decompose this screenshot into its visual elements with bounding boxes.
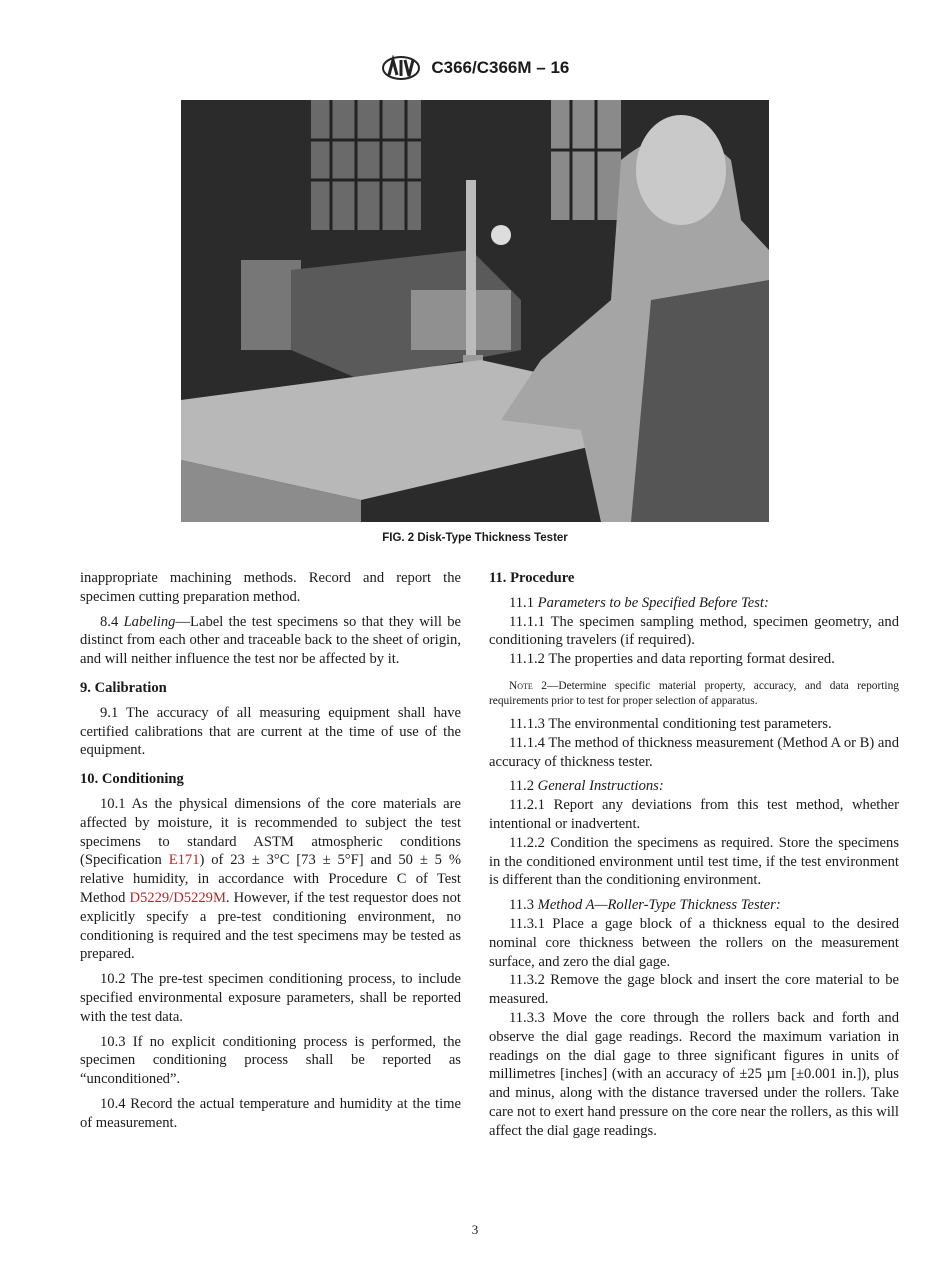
page-number: 3 [471,1222,479,1237]
figure-photo [181,100,769,522]
section-number: 11.1 [509,594,534,611]
paragraph-11-3-2: 11.3.2 Remove the gage block and insert the core material to be measured. [489,972,899,1008]
section-title: Method A—Roller-Type Thickness Tester: [537,897,781,914]
paragraph-11-3 [489,896,899,915]
paragraph: inappropriate machining methods. Record and report the specimen cutting preparation method. [80,570,461,605]
paragraph-11-2-2: 11.2.2 Condition the specimens as required. Store the specimens in the conditioned environment until test time, if the test environment is different than the conditioning environment. [489,834,899,889]
link-d5229[interactable]: D5229/D5229M [129,889,226,906]
paragraph-11-1-3: 11.1.3 The environmental conditioning test parameters. [509,715,832,732]
paragraph-9-1: 9.1 The accuracy of all measuring equipment shall have certified calibrations that are current at the time of use of the equipment. [80,704,461,759]
paragraph-text: 10.1 As the physical dimensions of the core materials are affected by moisture, it is recommended to subject the test specimens to standard ASTM atmospheric conditions (Specification [80,795,461,869]
paragraph-text: —Label the test specimens so that they will be distinct from each other and traceable back to the sheet of origin, and will neither influence the test nor be affected by it. [80,613,461,668]
heading-conditioning: 10. Conditioning [80,771,184,788]
section-number: 11.2 [509,778,534,795]
paragraph-11-1 [489,594,899,613]
paragraph-11-2-1: 11.2.1 Report any deviations from this test method, whether intentional or inadvertent. [489,797,899,832]
section-title: General Instructions: [537,778,664,795]
paragraph-10-4: 10.4 Record the actual temperature and humidity at the time of measurement. [80,1095,461,1131]
paragraph-8-4 [80,613,461,669]
left-column [80,569,461,1139]
paragraph-text: . However, if the test requestor does not explicitly specify a pre-test conditioning environment, no conditioning is required and the test specimens may be tested as prepared. [80,889,461,963]
paragraph-10-3: 10.3 If no explicit conditioning process is performed, the specimen conditioning process shall be reported as “unconditioned”. [80,1033,461,1088]
paragraph-10-2: 10.2 The pre-test specimen conditioning process, to include specified environmental exposure parameters, shall be reported with the test data. [80,971,461,1025]
note-2 [489,679,899,709]
document-designation: C366/C366M – 16 [431,58,570,77]
paragraph-11-3-1: 11.3.1 Place a gage block of a thickness equal to the desired nominal core thickness between the rollers on the measurement surface, and zero the dial gage. [489,915,899,970]
link-e171[interactable]: E171 [168,852,200,869]
note-text: —Determine specific material property, accuracy, and data reporting requirements prior to test for proper selection of apparatus. [489,679,899,707]
page-header [0,55,950,81]
paragraph-11-1-2: 11.1.2 The properties and data reporting format desired. [509,651,835,668]
heading-procedure: 11. Procedure [489,570,575,586]
section-number: 11.3 [509,897,534,914]
paragraph-11-1-1: 11.1.1 The specimen sampling method, specimen geometry, and conditioning travelers (if required). [489,613,899,649]
figure-caption: FIG. 2 Disk-Type Thickness Tester [382,532,568,544]
paragraph-11-3-3: 11.3.3 Move the core through the rollers back and forth and observe the dial gage readings. Record the maximum variation in readings on the dial gage to three significant figures in units of millimetres [inches] (with an accuracy of ±25 µm [±0.001 in.]), plus and minus, along with the distance traversed under the rollers. Take care not to exert hand pressure on the core near the rollers, as this will affect the dial gage readings. [489,1009,899,1139]
section-number: 8.4 [100,613,119,630]
paragraph-10-1 [80,795,461,964]
section-title: Labeling [123,613,176,630]
astm-logo-icon [381,55,421,81]
heading-calibration: 9. Calibration [80,679,167,696]
right-column [489,569,899,1141]
section-title: Parameters to be Specified Before Test: [537,594,769,611]
paragraph-11-2 [489,777,899,796]
note-label: Note 2 [509,679,547,692]
paragraph-11-1-4: 11.1.4 The method of thickness measurement (Method A or B) and accuracy of thickness tester. [489,734,899,770]
paragraph-text: ) of 23 ± 3°C [73 ± 5°F] and 50 ± 5 % relative humidity, in accordance with Procedure C of Test Method [80,852,461,906]
